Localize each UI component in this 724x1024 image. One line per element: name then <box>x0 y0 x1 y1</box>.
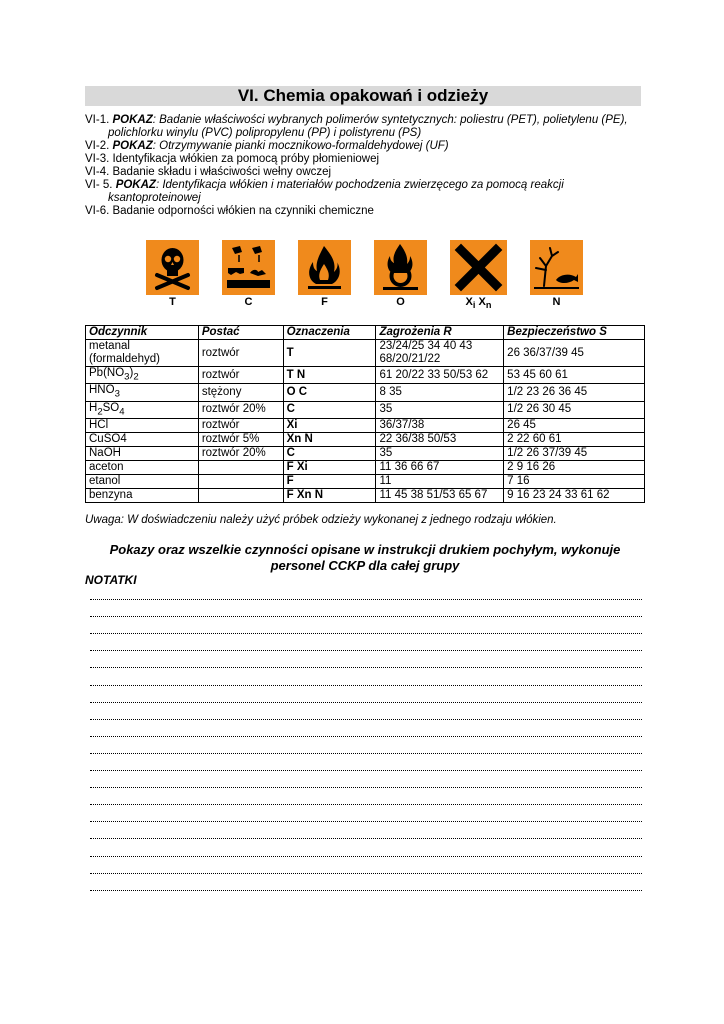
s-phrases-cell: 26 45 <box>504 418 645 432</box>
experiment-list <box>85 114 641 218</box>
experiment-item-1 <box>85 114 641 140</box>
formula-sub: 3 <box>124 371 130 383</box>
form-cell: roztwór <box>198 418 283 432</box>
flame-icon <box>298 240 351 295</box>
reagent-cell <box>86 367 199 384</box>
page-title: VI. Chemia opakowań i odzieży <box>85 86 641 106</box>
note-line[interactable] <box>90 777 642 794</box>
mark-cell: T <box>283 340 376 367</box>
hazard-pictograms <box>146 240 586 296</box>
label-part: X <box>475 296 486 308</box>
item-number: VI-3. <box>85 153 113 165</box>
pictogram-label-t: T <box>169 296 176 308</box>
notes-heading: NOTATKI <box>85 573 137 587</box>
form-cell: roztwór 20% <box>198 446 283 460</box>
table-row <box>86 401 645 418</box>
note-line[interactable] <box>90 794 642 811</box>
s-phrases-cell: 26 36/37/39 45 <box>504 340 645 367</box>
formula-sub: 3 <box>114 388 120 400</box>
form-cell <box>198 460 283 474</box>
pokaz-label: POKAZ <box>112 114 153 126</box>
s-phrases-cell: 9 16 23 24 33 61 62 <box>504 488 645 502</box>
s-phrases-cell: 1/2 23 26 36 45 <box>504 384 645 401</box>
note-line[interactable] <box>90 760 642 777</box>
mark-cell: C <box>283 401 376 418</box>
item-number: VI-4. <box>85 166 113 178</box>
note-line[interactable] <box>90 674 642 691</box>
r-phrases-cell: 35 <box>376 446 504 460</box>
note-line[interactable] <box>90 709 642 726</box>
item-number: VI-1. <box>85 114 113 126</box>
pokaz-label: POKAZ <box>115 179 156 191</box>
formula-sub: 4 <box>119 405 125 417</box>
s-phrases-cell: 2 22 60 61 <box>504 432 645 446</box>
item-text: : Badanie właściwości wybranych polimerów syntetycznych: poliestru (PET), polietylenu (PE), polichlorku winylu (PVC) polipropylenu (PP) i polistyrenu (PS) <box>108 114 628 139</box>
column-header: Oznaczenia <box>283 326 376 340</box>
reagent-cell: NaOH <box>86 446 199 460</box>
warning-note: Uwaga: W doświadczeniu należy użyć próbek odzieży wykonanej z jednego rodzaju włókien. <box>85 514 557 526</box>
table-header-row <box>86 326 645 340</box>
reagent-cell: aceton <box>86 460 199 474</box>
form-cell: roztwór 20% <box>198 401 283 418</box>
reagent-cell: metanal (formaldehyd) <box>86 340 199 367</box>
column-header: Zagrożenia R <box>376 326 504 340</box>
experiment-item-6 <box>85 205 641 218</box>
s-phrases-cell: 1/2 26 37/39 45 <box>504 446 645 460</box>
mark-cell: F Xi <box>283 460 376 474</box>
note-line[interactable] <box>90 743 642 760</box>
s-phrases-cell: 1/2 26 30 45 <box>504 401 645 418</box>
label-sub: n <box>485 300 492 311</box>
table-row <box>86 460 645 474</box>
reagent-cell: CuSO4 <box>86 432 199 446</box>
table-row <box>86 488 645 502</box>
item-text: Badanie składu i właściwości wełny owczej <box>112 166 332 178</box>
column-header: Odczynnik <box>86 326 199 340</box>
column-header: Postać <box>198 326 283 340</box>
formula-part: SO <box>102 401 120 414</box>
note-line[interactable] <box>90 811 642 828</box>
r-phrases-cell: 11 <box>376 474 504 488</box>
s-phrases-cell: 7 16 <box>504 474 645 488</box>
table-row <box>86 432 645 446</box>
formula-sub: 2 <box>133 371 139 383</box>
item-number: VI-2. <box>85 140 113 152</box>
note-line[interactable] <box>90 880 642 897</box>
reagent-cell <box>86 384 199 401</box>
note-line[interactable] <box>90 692 642 709</box>
experiment-item-3 <box>85 153 641 166</box>
pictogram-label-f: F <box>321 296 328 308</box>
flame-over-circle-icon <box>374 240 427 295</box>
table-row <box>86 340 645 367</box>
note-line[interactable] <box>90 863 642 880</box>
item-number: VI- 5. <box>85 179 116 191</box>
item-number: VI-6. <box>85 205 113 217</box>
table-row <box>86 474 645 488</box>
note-line[interactable] <box>90 726 642 743</box>
reagent-cell: benzyna <box>86 488 199 502</box>
reagent-cell: etanol <box>86 474 199 488</box>
experiment-item-4 <box>85 166 641 179</box>
r-phrases-cell: 36/37/38 <box>376 418 504 432</box>
formula-part: H <box>89 401 98 414</box>
mark-cell: C <box>283 446 376 460</box>
table-row <box>86 446 645 460</box>
item-text: Identyfikacja włókien za pomocą próby płomieniowej <box>112 153 380 165</box>
reagents-table <box>85 325 645 503</box>
environment-icon <box>530 240 583 295</box>
page <box>85 86 641 587</box>
r-phrases-cell: 23/24/25 34 40 43 68/20/21/22 <box>376 340 504 367</box>
r-phrases-cell: 11 45 38 51/53 65 67 <box>376 488 504 502</box>
reagent-cell: HCl <box>86 418 199 432</box>
mark-cell: Xi <box>283 418 376 432</box>
skull-crossbones-icon <box>146 240 199 295</box>
label-part: X <box>465 296 473 308</box>
form-cell <box>198 474 283 488</box>
r-phrases-cell: 8 35 <box>376 384 504 401</box>
note-line[interactable] <box>90 828 642 845</box>
reagent-cell <box>86 401 199 418</box>
table-row <box>86 367 645 384</box>
notes-lines <box>90 589 642 897</box>
form-cell: roztwór <box>198 340 283 367</box>
experiment-item-5 <box>85 179 641 205</box>
item-text: : Otrzymywanie pianki mocznikowo-formaldehydowej (UF) <box>152 140 449 152</box>
formula-part: HNO <box>89 384 115 397</box>
pictogram-label-n: N <box>552 296 561 308</box>
formula-sub: 2 <box>97 405 103 417</box>
mark-cell: F Xn N <box>283 488 376 502</box>
mark-cell: O C <box>283 384 376 401</box>
mark-cell: T N <box>283 367 376 384</box>
note-line[interactable] <box>90 606 642 623</box>
formula-part: ) <box>129 367 134 379</box>
s-phrases-cell: 2 9 16 26 <box>504 460 645 474</box>
corrosive-icon <box>222 240 275 295</box>
pictogram-label-xi-xn <box>452 296 505 310</box>
form-cell: roztwór <box>198 367 283 384</box>
item-text: : Identyfikacja włókien i materiałów pochodzenia zwierzęcego za pomocą reakcji ksantoproteinowej <box>108 179 564 204</box>
r-phrases-cell: 61 20/22 33 50/53 62 <box>376 367 504 384</box>
note-line[interactable] <box>90 657 642 674</box>
pokaz-label: POKAZ <box>112 140 153 152</box>
label-sub: i <box>472 300 476 311</box>
note-line[interactable] <box>90 845 642 862</box>
saltire-cross-icon <box>450 240 507 295</box>
note-line[interactable] <box>90 623 642 640</box>
form-cell: stężony <box>198 384 283 401</box>
pictogram-label-o: O <box>396 296 405 308</box>
table-row <box>86 418 645 432</box>
note-line[interactable] <box>90 589 642 606</box>
column-header: Bezpieczeństwo S <box>504 326 645 340</box>
r-phrases-cell: 11 36 66 67 <box>376 460 504 474</box>
mark-cell: Xn N <box>283 432 376 446</box>
mark-cell: F <box>283 474 376 488</box>
r-phrases-cell: 35 <box>376 401 504 418</box>
s-phrases-cell: 53 45 60 61 <box>504 367 645 384</box>
staff-notice: Pokazy oraz wszelkie czynności opisane w instrukcji drukiem pochyłym, wykonuje personel CCKP dla całej grupy <box>109 542 621 573</box>
pictogram-label-c: C <box>244 296 253 308</box>
item-text: Badanie odporności włókien na czynniki chemiczne <box>112 205 374 217</box>
table-row <box>86 384 645 401</box>
form-cell <box>198 488 283 502</box>
formula-part: Pb(NO <box>89 367 125 379</box>
experiment-item-2 <box>85 140 641 153</box>
note-line[interactable] <box>90 640 642 657</box>
r-phrases-cell: 22 36/38 50/53 <box>376 432 504 446</box>
form-cell: roztwór 5% <box>198 432 283 446</box>
